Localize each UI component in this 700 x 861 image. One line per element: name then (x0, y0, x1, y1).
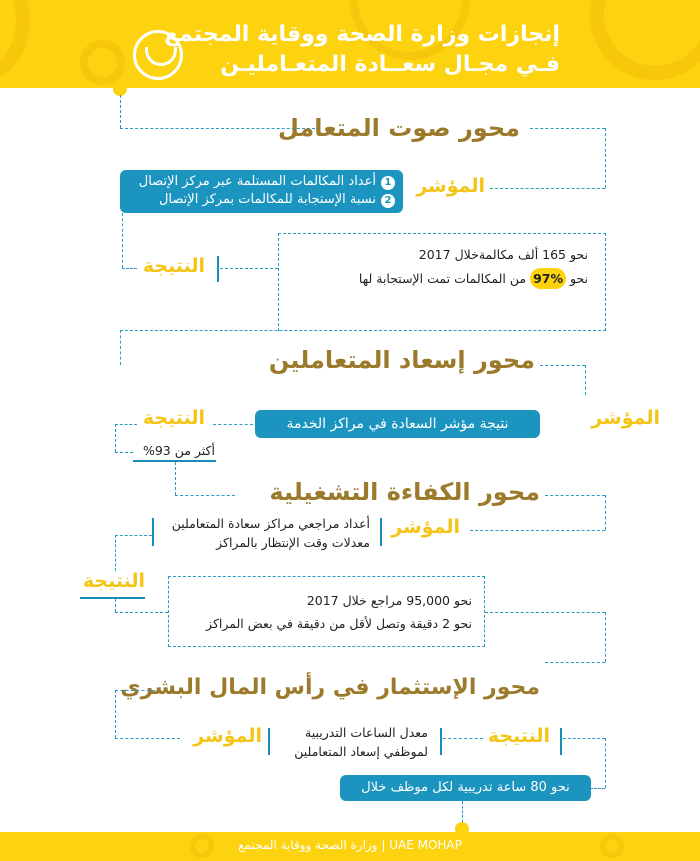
connector (120, 330, 121, 365)
connector (470, 530, 605, 531)
connector (115, 424, 137, 425)
result-text: نحو 95,000 مراجع خلال 2017 (306, 593, 472, 608)
result-label: النتيجة (487, 725, 550, 747)
indicator-text: معدل الساعات التدريبية (305, 725, 428, 740)
result-label: النتيجة (82, 570, 145, 592)
connector (115, 690, 116, 738)
divider-bar (217, 256, 219, 282)
connector (120, 330, 606, 331)
connector (485, 612, 605, 613)
connector (443, 738, 483, 739)
result-text: نحو 165 ألف مكالمةخلال 2017 (418, 247, 588, 262)
connector (120, 95, 121, 128)
connector (530, 128, 605, 129)
highlight-badge: 97% (530, 268, 566, 289)
indicator-label: المؤشر (591, 407, 660, 429)
result-label: النتيجة (142, 407, 205, 429)
connector (590, 788, 605, 789)
connector (605, 612, 606, 662)
indicator-text: لموظفي إسعاد المتعاملين (294, 744, 428, 759)
connector-dot (113, 82, 127, 96)
decorative-circle (590, 0, 700, 80)
connector (213, 424, 253, 425)
connector (605, 738, 606, 788)
connector (115, 535, 152, 536)
indicator-box: نتيجة مؤشر السعادة في مراكز الخدمة (255, 410, 540, 438)
section-heading-human-capital: محور الإستثمار في رأس المال البشري (120, 675, 540, 700)
connector (115, 612, 168, 613)
decorative-circle (0, 0, 30, 80)
connector (563, 738, 605, 739)
header-banner (0, 0, 700, 88)
indicator-item (128, 173, 395, 191)
result-box (168, 576, 485, 647)
connector (115, 452, 133, 453)
connector (115, 424, 116, 452)
result-text-percentage: نحو 97% من المكالمات تمت الإستجابة لها (359, 268, 588, 289)
number-badge: 1 (381, 176, 395, 190)
connector (115, 690, 155, 691)
section-heading-customer-happiness: محور إسعاد المتعاملين (268, 346, 535, 374)
connector (545, 495, 605, 496)
indicator-label: المؤشر (416, 175, 485, 197)
indicator-label: المؤشر (193, 725, 262, 747)
divider-bar (152, 518, 154, 546)
divider-bar (268, 728, 270, 755)
connector (605, 495, 606, 530)
indicator-text: أعداد مراجعي مراكز سعادة المتعاملين (171, 516, 370, 531)
indicator-item (128, 191, 395, 209)
divider-bar (560, 728, 562, 755)
footer-banner (0, 832, 700, 861)
header-title-line1: إنجازات وزارة الصحة ووقاية المجتمع (164, 22, 560, 47)
indicator-label: المؤشر (391, 516, 460, 538)
result-box: نحو 80 ساعة تدريبية لكل موظف خلال 2017 (340, 775, 591, 801)
underline (80, 597, 145, 599)
connector (115, 599, 116, 612)
number-badge: 2 (381, 194, 395, 208)
connector (585, 365, 586, 395)
result-label: النتيجة (142, 255, 205, 277)
section-heading-customer-voice: محور صوت المتعامل (277, 114, 520, 142)
indicator-text: نسبة الإستجابة للمكالمات بمركز الإتصال (158, 192, 376, 207)
section-heading-operational-efficiency: محور الكفاءة التشغيلية (269, 478, 540, 506)
connector (490, 188, 605, 189)
connector (545, 662, 605, 663)
decorative-circle (80, 40, 125, 85)
header-title-line2: فـي مجـال سعــادة المتعـامليـن (220, 52, 560, 77)
connector (220, 268, 278, 269)
divider-bar (440, 728, 442, 755)
result-text: أكثر من 93% (142, 443, 215, 458)
connector (122, 213, 123, 268)
connector (605, 128, 606, 188)
connector (122, 268, 137, 269)
connector (540, 365, 585, 366)
footer-text: وزارة الصحة ووقاية المجتمع | UAE MOHAP (238, 838, 462, 852)
indicator-text: أعداد المكالمات المستلمة عبر مركز الإتصال (138, 174, 376, 189)
connector (175, 462, 176, 495)
divider-bar (380, 518, 382, 546)
connector (115, 535, 116, 571)
connector (115, 738, 180, 739)
connector (175, 495, 235, 496)
indicators-box (120, 170, 403, 213)
indicator-text: معدلات وقت الإنتظار بالمراكز (216, 535, 370, 550)
result-text: نحو 2 دقيقة وتصل لأقل من دقيقة في بعض المراكز (206, 616, 472, 631)
